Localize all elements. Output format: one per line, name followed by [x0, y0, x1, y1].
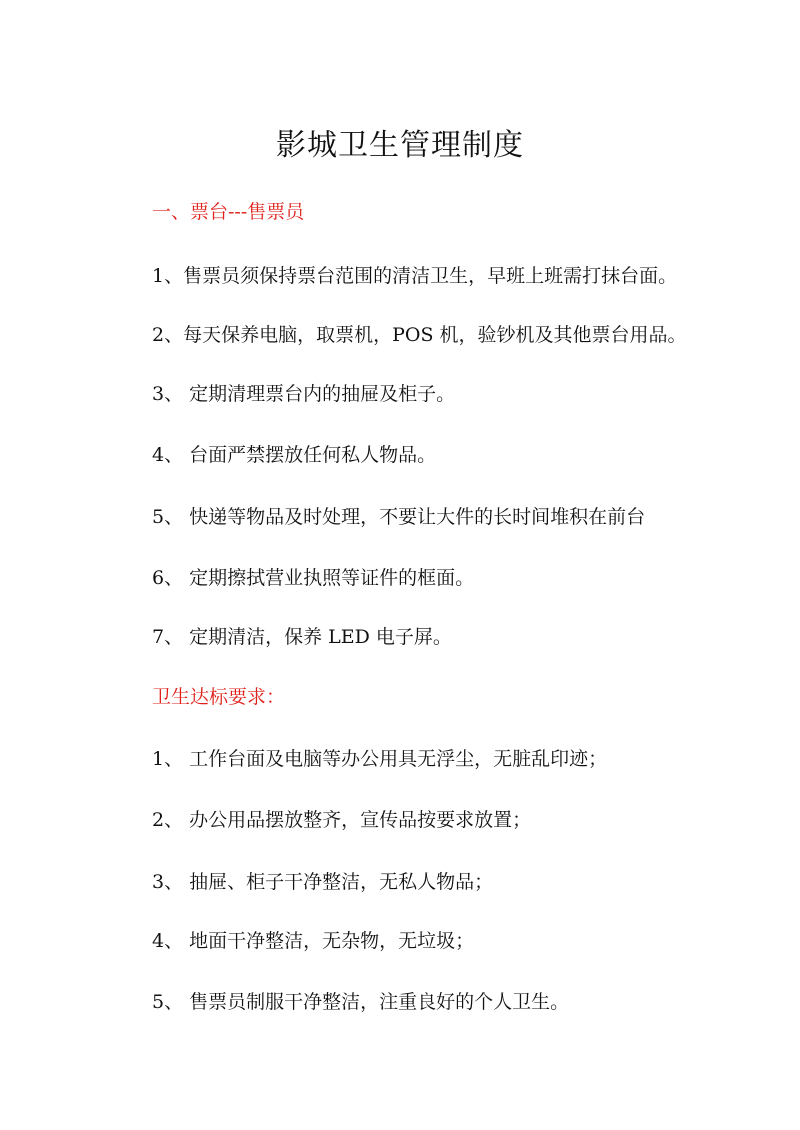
rule-item: 5、 快递等物品及时处理，不要让大件的长时间堆积在前台: [152, 506, 646, 528]
standard-item: 2、 办公用品摆放整齐，宣传品按要求放置；: [152, 809, 532, 831]
standard-item: 5、 售票员制服干净整洁，注重良好的个人卫生。: [152, 991, 570, 1013]
document-title: 影城卫生管理制度: [276, 128, 524, 163]
rule-item: 3、 定期清理票台内的抽屉及柜子。: [152, 383, 456, 405]
rule-item: 7、 定期清洁，保养 LED 电子屏。: [152, 626, 452, 648]
standard-item: 4、 地面干净整洁，无杂物，无垃圾；: [152, 930, 475, 952]
section-heading-ticket-counter: 一、票台---售票员: [152, 201, 305, 223]
section-heading-hygiene-standards: 卫生达标要求：: [152, 686, 286, 708]
rule-item: 4、 台面严禁摆放任何私人物品。: [152, 444, 437, 466]
rule-item: 6、 定期擦拭营业执照等证件的框面。: [152, 567, 475, 589]
standard-item: 3、 抽屉、柜子干净整洁，无私人物品；: [152, 871, 494, 893]
rule-item: 2、每天保养电脑，取票机，POS 机，验钞机及其他票台用品。: [152, 324, 687, 346]
standard-item: 1、 工作台面及电脑等办公用具无浮尘，无脏乱印迹；: [152, 748, 608, 770]
rule-item: 1、售票员须保持票台范围的清洁卫生，早班上班需打抹台面。: [152, 265, 678, 287]
